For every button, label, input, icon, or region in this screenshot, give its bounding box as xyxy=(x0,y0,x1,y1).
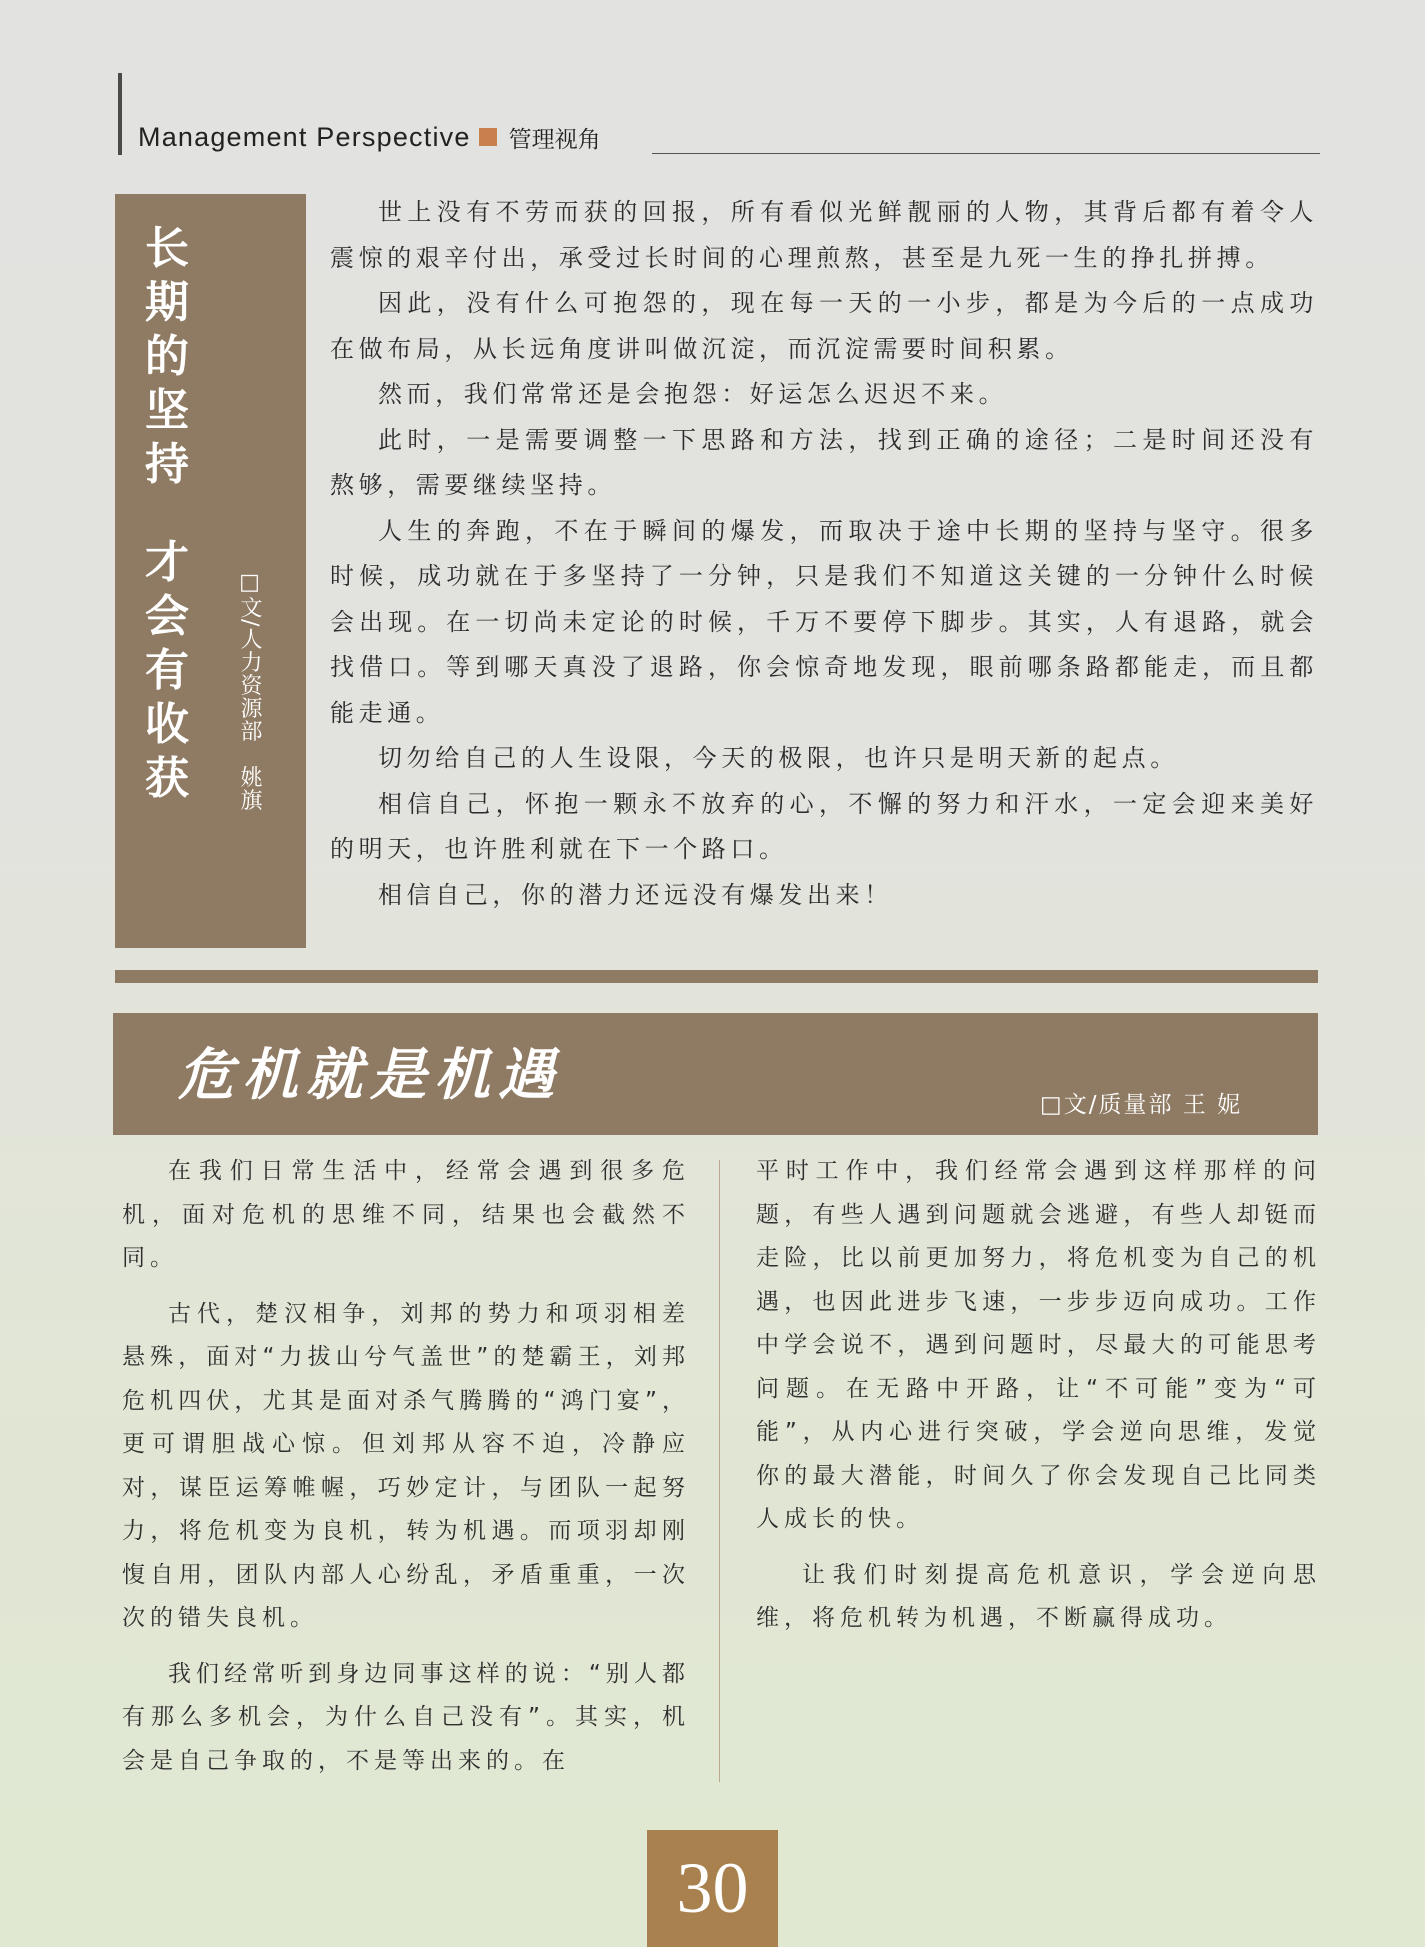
section-divider xyxy=(115,970,1318,983)
article2-right-column xyxy=(756,1150,1321,1653)
section-header-cn: 管理视角 xyxy=(508,126,601,153)
article1-body xyxy=(330,190,1318,918)
article1-title-char: 持 xyxy=(145,439,189,490)
article2-title: 危机就是机遇 xyxy=(178,1042,562,1108)
header-accent-bar xyxy=(118,73,122,155)
article1-title xyxy=(131,222,203,806)
article1-title-char: 获 xyxy=(145,753,189,804)
article2-paragraph: 在我们日常生活中，经常会遇到很多危机，面对危机的思维不同，结果也会截然不同。 xyxy=(122,1158,690,1271)
header-square-icon xyxy=(479,128,497,146)
article1-title-char: 坚 xyxy=(145,385,189,436)
article1-title-char: 期 xyxy=(145,277,189,328)
article1-paragraph: 人生的奔跑，不在于瞬间的爆发，而取决于途中长期的坚持与坚守。很多时候，成功就在于多坚持了一分钟，只是我们不知道这关键的一分钟什么时候会出现。在一切尚未定论的时候，千万不要停下脚步。其实，人有退路，就会找借口。等到哪天真没了退路，你会惊奇地发现，眼前哪条路都能走，而且都能走通。 xyxy=(330,516,1318,727)
article1-paragraph: 因此，没有什么可抱怨的，现在每一天的一小步，都是为今后的一点成功在做布局，从长远角度讲叫做沉淀，而沉淀需要时间积累。 xyxy=(330,289,1318,363)
article2-paragraph: 让我们时刻提高危机意识，学会逆向思维，将危机转为机遇，不断赢得成功。 xyxy=(756,1561,1321,1631)
article1-paragraph: 切勿给自己的人生设限，今天的极限，也许只是明天新的起点。 xyxy=(378,744,1179,772)
article2-left-column xyxy=(122,1150,690,1795)
article1-title-char: 收 xyxy=(145,699,189,750)
article1-paragraph: 相信自己，你的潜力还远没有爆发出来！ xyxy=(378,880,893,909)
article1-title-char: 长 xyxy=(145,223,189,274)
article1-byline: □文/人力资源部 姚旗 xyxy=(237,570,262,812)
column-separator xyxy=(719,1160,720,1782)
article1-paragraph: 此时，一是需要调整一下思路和方法，找到正确的途径；二是时间还没有熬够，需要继续坚持。 xyxy=(330,425,1318,499)
section-header-en: Management Perspective xyxy=(138,121,471,152)
article2-paragraph: 我们经常听到身边同事这样的说：“别人都有那么多机会，为什么自己没有”。其实，机会是自己争取的，不是等出来的。在 xyxy=(122,1660,690,1774)
article1-paragraph: 世上没有不劳而获的回报，所有看似光鲜靓丽的人物，其背后都有着令人震惊的艰辛付出，承受过长时间的心理煎熬，甚至是九死一生的挣扎拼搏。 xyxy=(330,198,1318,272)
header-rule xyxy=(652,153,1320,154)
page-number: 30 xyxy=(647,1830,778,1947)
article2-paragraph: 古代，楚汉相争，刘邦的势力和项羽相差悬殊，面对“力拔山兮气盖世”的楚霸王，刘邦危机四伏，尤其是面对杀气腾腾的“鸿门宴”，更可谓胆战心惊。但刘邦从容不迫，冷静应对，谋臣运筹帷幄，巧妙定计，与团队一起努力，将危机变为良机，转为机遇。而项羽却刚愎自用，团队内部人心纷乱，矛盾重重，一次次的错失良机。 xyxy=(122,1300,690,1631)
article1-title-char: 才 xyxy=(145,537,189,588)
article1-title-char: 的 xyxy=(145,331,189,382)
article2-paragraph: 平时工作中，我们经常会遇到这样那样的问题，有些人遇到问题就会逃避，有些人却铤而走险，比以前更加努力，将危机变为自己的机遇，也因此进步飞速，一步步迈向成功。工作中学会说不，遇到问题时，尽最大的可能思考问题。在无路中开路，让“不可能”变为“可能”，从内心进行突破，学会逆向思维，发觉你的最大潜能，时间久了你会发现自己比同类人成长的快。 xyxy=(756,1158,1321,1532)
section-header xyxy=(138,120,601,154)
article1-paragraph: 相信自己，怀抱一颗永不放弃的心，不懈的努力和汗水，一定会迎来美好的明天，也许胜利就在下一个路口。 xyxy=(330,789,1318,863)
article1-paragraph: 然而，我们常常还是会抱怨：好运怎么迟迟不来。 xyxy=(378,380,1008,408)
article2-byline: □文/质量部 王 妮 xyxy=(1040,1092,1243,1118)
article1-title-char: 会 xyxy=(145,591,189,642)
article1-title-char: 有 xyxy=(145,645,189,696)
